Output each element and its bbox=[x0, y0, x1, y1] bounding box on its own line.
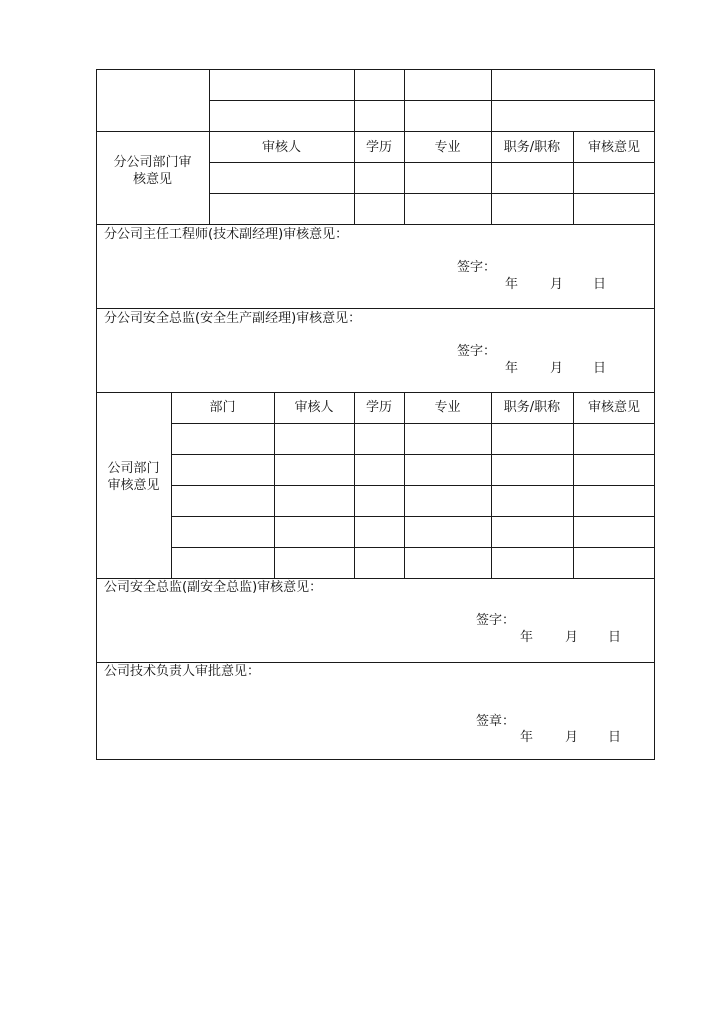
branch-safety-director-year: 年 bbox=[505, 361, 519, 376]
header-reviewer: 审核人 bbox=[261, 140, 301, 155]
branch-chief-engineer-day: 日 bbox=[593, 277, 607, 292]
company-tech-head-day: 日 bbox=[608, 730, 622, 745]
header-major: 专业 bbox=[434, 140, 461, 155]
section-line bbox=[96, 392, 655, 393]
header-opinion: 审核意见 bbox=[587, 140, 640, 155]
header-reviewer: 审核人 bbox=[294, 400, 334, 415]
row-line bbox=[209, 162, 655, 163]
header-education: 学历 bbox=[365, 400, 392, 415]
row-line bbox=[171, 547, 655, 548]
col-line bbox=[354, 392, 355, 578]
company-dept-label-line2: 审核意见 bbox=[107, 478, 160, 493]
review-form-table bbox=[96, 69, 655, 760]
company-safety-director-month: 月 bbox=[565, 630, 579, 645]
col-line bbox=[274, 392, 275, 578]
branch-dept-label-line1: 分公司部门审 bbox=[113, 155, 192, 170]
company-tech-head-title: 公司技术负责人审批意见： bbox=[104, 664, 261, 679]
row-line bbox=[209, 100, 655, 101]
company-safety-director-year: 年 bbox=[520, 630, 534, 645]
branch-chief-engineer-title: 分公司主任工程师(技术副经理)审核意见： bbox=[104, 227, 349, 242]
col-line bbox=[491, 392, 492, 578]
header-education: 学历 bbox=[365, 140, 392, 155]
branch-safety-director-sign: 签字： bbox=[457, 344, 497, 359]
company-safety-director-day: 日 bbox=[608, 630, 622, 645]
company-tech-head-sign: 签章： bbox=[476, 714, 516, 729]
section-line bbox=[96, 308, 655, 309]
header-major: 专业 bbox=[434, 400, 461, 415]
header-title: 职务/职称 bbox=[503, 400, 561, 415]
company-dept-label-line1: 公司部门 bbox=[107, 461, 160, 476]
company-safety-director-title: 公司安全总监(副安全总监)审核意见： bbox=[104, 580, 323, 595]
border-bottom bbox=[96, 759, 655, 760]
company-tech-head-month: 月 bbox=[565, 730, 579, 745]
section-line bbox=[96, 662, 655, 663]
section-line bbox=[96, 578, 655, 579]
border-top bbox=[96, 69, 655, 70]
row-line bbox=[209, 193, 655, 194]
company-tech-head-year: 年 bbox=[520, 730, 534, 745]
branch-chief-engineer-sign: 签字： bbox=[457, 260, 497, 275]
header-opinion: 审核意见 bbox=[587, 400, 640, 415]
row-line bbox=[171, 423, 655, 424]
branch-safety-director-title: 分公司安全总监(安全生产副经理)审核意见： bbox=[104, 311, 362, 326]
row-line bbox=[171, 516, 655, 517]
branch-dept-label-line2: 核意见 bbox=[132, 172, 172, 187]
branch-safety-director-day: 日 bbox=[593, 361, 607, 376]
row-line bbox=[171, 454, 655, 455]
header-title: 职务/职称 bbox=[503, 140, 561, 155]
branch-chief-engineer-year: 年 bbox=[505, 277, 519, 292]
col-line bbox=[404, 392, 405, 578]
row-line bbox=[171, 485, 655, 486]
branch-safety-director-month: 月 bbox=[550, 361, 564, 376]
col-line bbox=[171, 392, 172, 578]
section-line bbox=[96, 131, 655, 132]
branch-chief-engineer-month: 月 bbox=[550, 277, 564, 292]
col-line bbox=[573, 392, 574, 578]
section-line bbox=[96, 224, 655, 225]
company-safety-director-sign: 签字： bbox=[476, 613, 516, 628]
header-department: 部门 bbox=[209, 400, 236, 415]
